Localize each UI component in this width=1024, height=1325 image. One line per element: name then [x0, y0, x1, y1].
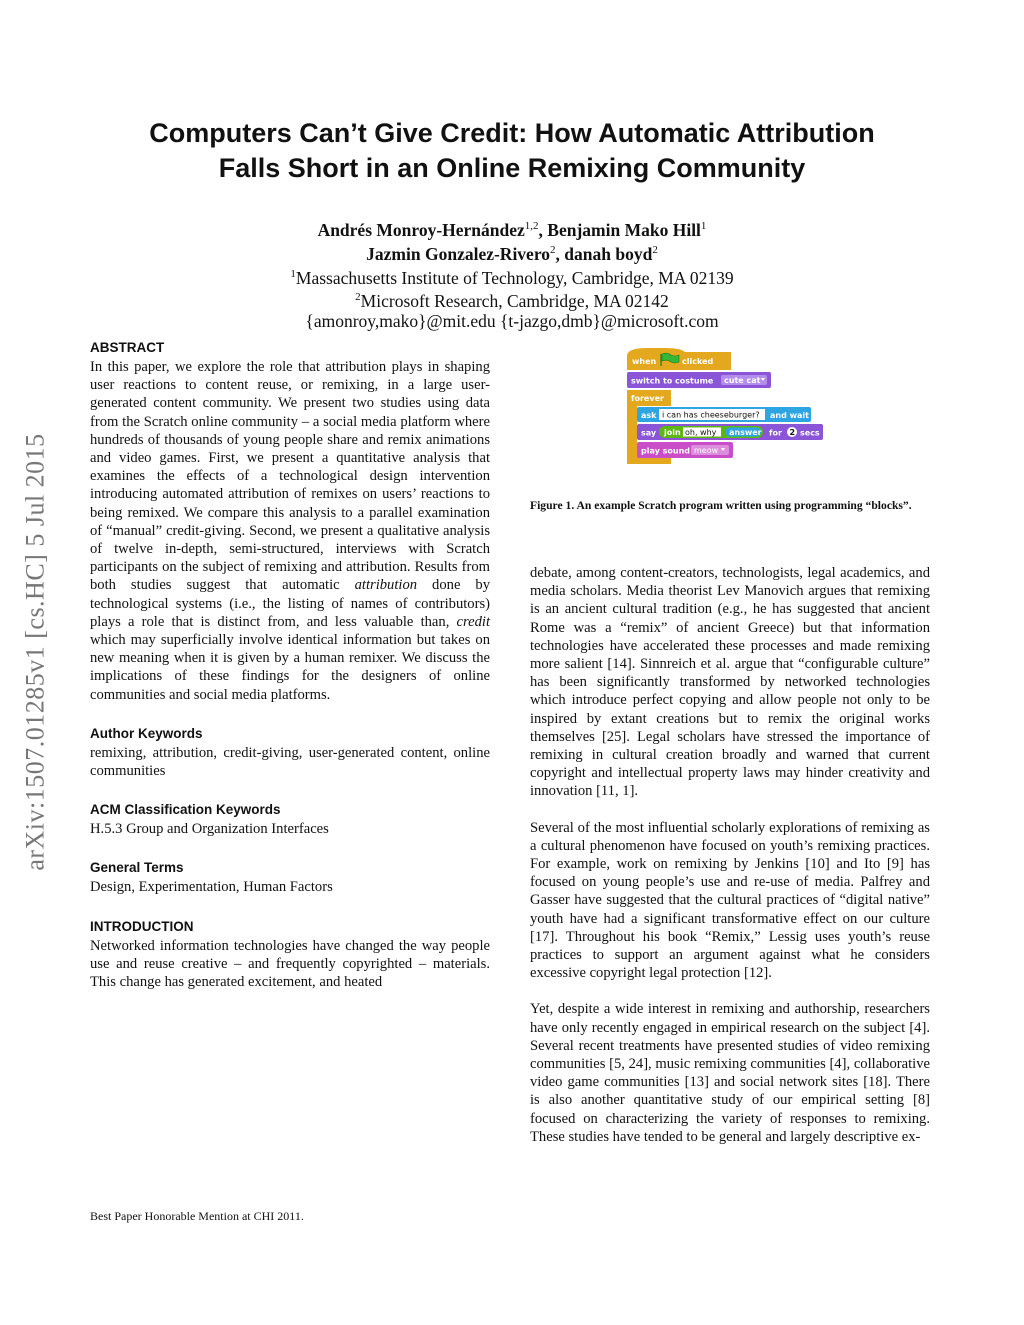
- author-name: danah boyd: [564, 243, 653, 264]
- author-block: [60, 216, 964, 331]
- acm-text: H.5.3 Group and Organization Interfaces: [90, 821, 329, 838]
- author-line-2: [60, 240, 964, 264]
- block-text-sound: meow: [694, 446, 719, 455]
- keywords-text: remixing, attribution, credit-giving, user-generated content, online communities: [90, 744, 490, 780]
- author-name: Andrés Monroy-Hernández: [317, 219, 525, 240]
- abstract-emphasis: credit: [456, 613, 490, 630]
- affiliation-text: Massachusetts Institute of Technology, Cambridge, MA 02139: [295, 267, 734, 288]
- block-text-for: for: [769, 428, 782, 438]
- block-text-when: when: [632, 357, 657, 366]
- affiliation-text: Microsoft Research, Cambridge, MA 02142: [360, 291, 669, 312]
- affiliation-mark: 2: [652, 243, 658, 256]
- author-emails: {amonroy,mako}@mit.edu {t-jazgo,dmb}@microsoft.com: [305, 311, 719, 332]
- block-text-secs-value: 2: [789, 428, 796, 437]
- scratch-program-figure: [625, 344, 835, 469]
- introduction-section: [90, 919, 490, 992]
- block-text-costume: cute cat: [724, 376, 761, 385]
- block-text-switch: switch to costume: [631, 376, 714, 386]
- acm-section: [90, 802, 490, 838]
- terms-text: Design, Experimentation, Human Factors: [90, 879, 333, 896]
- body-paragraph: Several of the most influential scholarly explorations of remixing as a cultural phenomenon have focused on youth’s remixing practices. For example, work on remixing by Jenkins [10] and Ito [9] has focused on young people’s use and re-use of media. Palfrey and Gasser have suggested that the cultural practices of “digital native” youth have had a significant transformative effect on our culture [17]. Throughout his book “Remix,” Lessig uses youth’s reuse practices to support an argument against what he considers excessive copyright legal protection [12].: [530, 819, 930, 982]
- right-column: [530, 564, 930, 1146]
- body-paragraph: debate, among content-creators, technologists, legal academics, and media scholars. Media theorist Lev Manovich argues that remixing is an ancient cultural tradition (e.g., he has suggested that ancient Rome was a “remix” of ancient Greece) but that information technologies have accelerated these processes and made remixing more salient [14]. Sinnreich et al. argue that “configurable culture” has been significantly transformed by networked technologies which introduce perfect copying and allow people not only to be inspired by extant creations but to remix the original works themselves [25]. Legal scholars have stressed the importance of remixing in cultural creation broadly and warned that current copyright and intellectual property laws may hinder creativity and innovation [11, 1].: [530, 565, 930, 800]
- affiliation-2: [60, 287, 964, 311]
- block-text-forever: forever: [631, 394, 664, 403]
- figure-caption: Figure 1. An example Scratch program written using programming “blocks”.: [530, 499, 912, 512]
- abstract-text-part: In this paper, we explore the role that attribution plays in shaping user reactions to content reuse, or remixing, in a large user-generated content community. We present two studies using data from the Scratch online community – a social media platform where hundreds of thousands of young people share and remix animations and video games. First, we present a quantitative analysis that examines the effects of a technological design intervention introducing automated attribution of remixes on users’ reactions to being remixed. We compare this analysis to a parallel examination of “manual” credit-giving. Second, we present a qualitative analysis of twelve in-depth, semi-structured, interviews with Scratch participants on the subject of remixing and attribution. Results from both studies suggest that automatic: [90, 359, 490, 594]
- block-text-play-sound: play sound: [641, 446, 690, 456]
- footnote: Best Paper Honorable Mention at CHI 2011.: [90, 1209, 304, 1223]
- title-line-1: Computers Can’t Give Credit: How Automatic Attribution: [149, 118, 875, 148]
- abstract-section: [90, 340, 490, 704]
- author-separator: ,: [538, 219, 548, 240]
- abstract-emphasis: attribution: [354, 577, 418, 594]
- block-text-and-wait: and wait: [770, 411, 809, 420]
- terms-section: [90, 860, 490, 896]
- affiliation-mark: 2: [355, 291, 361, 304]
- paper-title: [60, 116, 964, 186]
- abstract-text-part: which may superficially involve identical information but takes on new meaning when it is given by a human remixer. We discuss the implications of these findings for the designers of online communities and social media platforms.: [90, 632, 490, 703]
- title-line-2: Falls Short in an Online Remixing Community: [218, 153, 806, 183]
- affiliation-mark: 1,2: [524, 220, 539, 232]
- block-text-say: say: [641, 428, 657, 438]
- affiliation-mark: 2: [550, 243, 556, 256]
- left-column: [90, 340, 490, 1013]
- arxiv-id: arXiv:1507.01285v1 [cs.HC] 5 Jul 2015: [21, 433, 51, 871]
- section-heading: INTRODUCTION: [90, 918, 194, 934]
- section-heading: ACM Classification Keywords: [90, 802, 281, 818]
- author-name: Benjamin Mako Hill: [547, 219, 701, 240]
- block-text-ask: ask: [641, 411, 657, 420]
- block-text-question: i can has cheeseburger?: [662, 410, 760, 420]
- section-heading: General Terms: [90, 860, 184, 876]
- author-separator: ,: [555, 243, 565, 264]
- block-text-join: join: [664, 428, 681, 437]
- affiliation-mark: 1: [700, 220, 707, 232]
- block-text-join-text: oh, why: [685, 428, 717, 437]
- arxiv-sidebar-label: [22, 372, 50, 932]
- keywords-section: [90, 726, 490, 780]
- body-paragraph: Yet, despite a wide interest in remixing and authorship, researchers have only recently engaged in empirical research on the subject [4]. Several recent treatments have presented studies of video remixing communities [5, 24], music remixing communities [4], collaborative video game communities [13] and social network sites [18]. There is also another quantitative study of our empirical setting [8] focused on characterizing the variety of responses to remixing. These studies have tended to be general and largely descriptive ex-: [530, 1001, 930, 1145]
- affiliation-1: [60, 264, 964, 288]
- author-name: Jazmin Gonzalez-Rivero: [366, 243, 551, 264]
- affiliation-mark: 1: [290, 267, 296, 280]
- intro-text: Networked information technologies have changed the way people use and reuse creative – and frequently copyrighted – materials. This change has generated excitement, and heated: [90, 937, 490, 991]
- section-heading: Author Keywords: [90, 725, 203, 741]
- abstract-text: [90, 358, 490, 704]
- block-text-secs: secs: [800, 428, 820, 438]
- block-text-clicked: clicked: [682, 357, 714, 366]
- block-text-answer: answer: [729, 428, 762, 437]
- section-heading: ABSTRACT: [90, 340, 165, 355]
- abstract-text-part: done by technological systems (i.e., the listing of names of contributors) plays a role that is distinct from, and less valuable than,: [90, 577, 490, 630]
- author-line-1: [60, 216, 964, 240]
